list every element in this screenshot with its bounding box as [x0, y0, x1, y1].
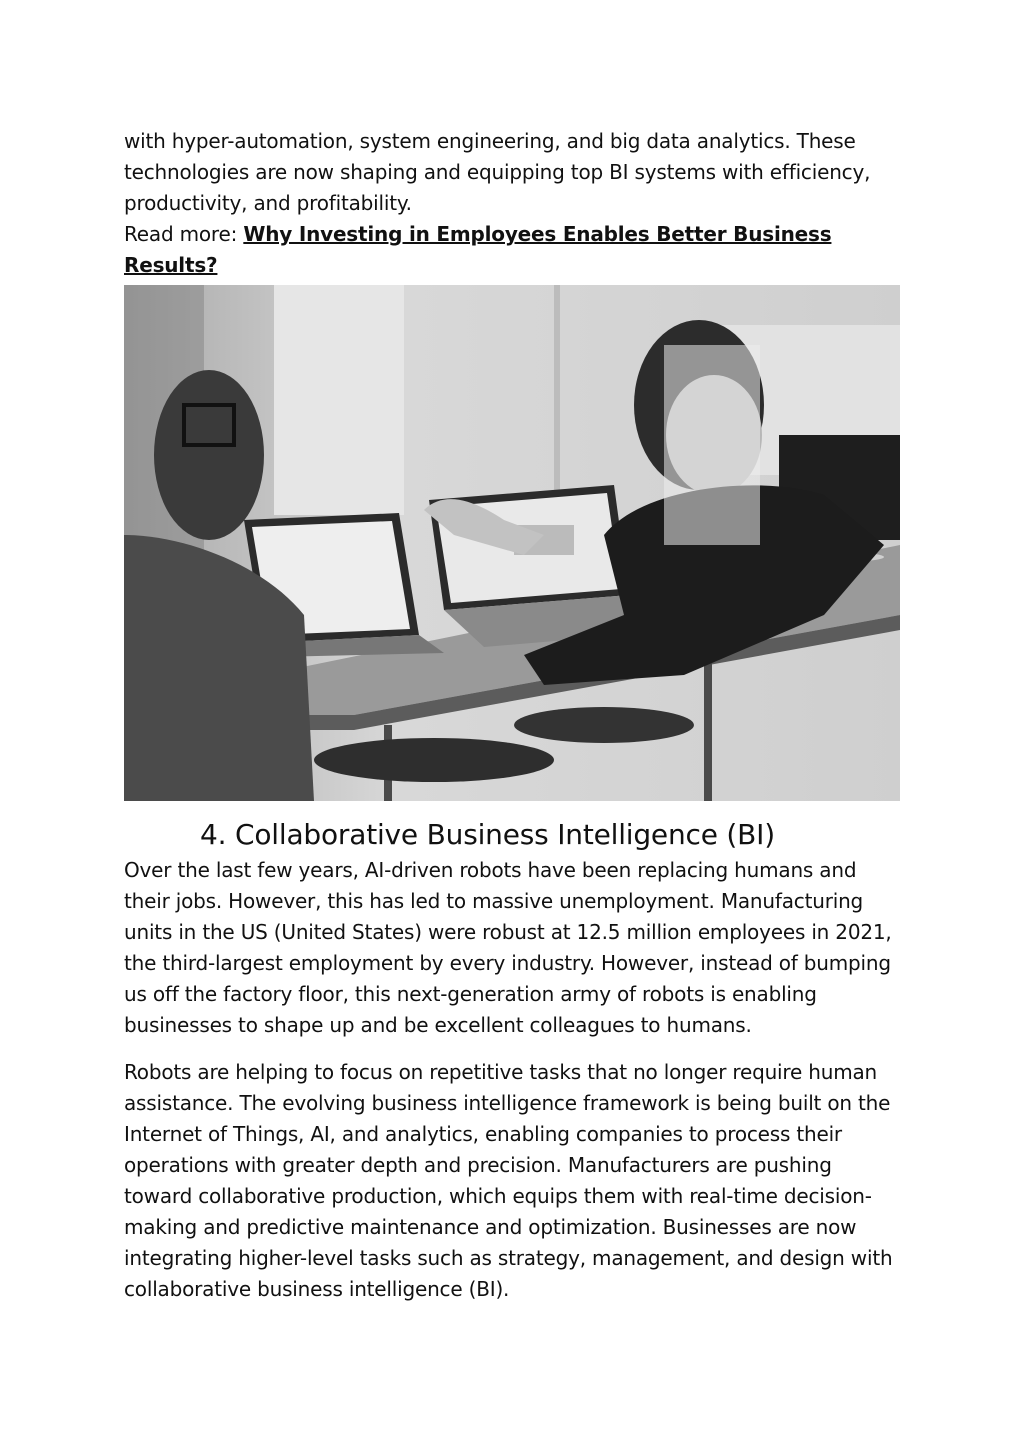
- section-paragraph-2: Robots are helping to focus on repetitive tasks that no longer require human assistance. The evolving business intelligence framework is being built on the Internet of Things, AI, and analytics, enabling companies to process their operations with greater depth and precision. Manufacturers are pushing toward collaborative production, which equips them with real-time decision-making and predictive maintenance and optimization. Businesses are now integrating higher-level tasks such as strategy, management, and design with collaborative business intelligence (BI).: [124, 1060, 893, 1301]
- person-left: [154, 370, 264, 540]
- read-more-line: [124, 219, 902, 281]
- intro-paragraph: with hyper-automation, system engineering, and big data analytics. These technologies are now shaping and equipping top BI systems with efficiency, productivity, and profitability.: [124, 129, 871, 215]
- read-more-link[interactable]: Why Investing in Employees Enables Better Business Results?: [124, 222, 832, 277]
- document-page: [124, 126, 902, 1305]
- read-more-prefix: Read more:: [124, 222, 244, 246]
- section-heading: 4. Collaborative Business Intelligence (BI): [200, 818, 775, 851]
- office-photo-illustration: [124, 285, 900, 801]
- chair: [514, 707, 694, 743]
- window-panel: [274, 285, 404, 515]
- chair: [314, 738, 554, 782]
- office-photo: [124, 285, 900, 801]
- section-paragraph-1: Over the last few years, AI-driven robots have been replacing humans and their jobs. However, this has led to massive unemployment. Manufacturing units in the US (United States) were robust at 12.5 million employees in 2021, the third-largest employment by every industry. However, instead of bumping us off the factory floor, this next-generation army of robots is enabling businesses to shape up and be excellent colleagues to humans.: [124, 858, 892, 1037]
